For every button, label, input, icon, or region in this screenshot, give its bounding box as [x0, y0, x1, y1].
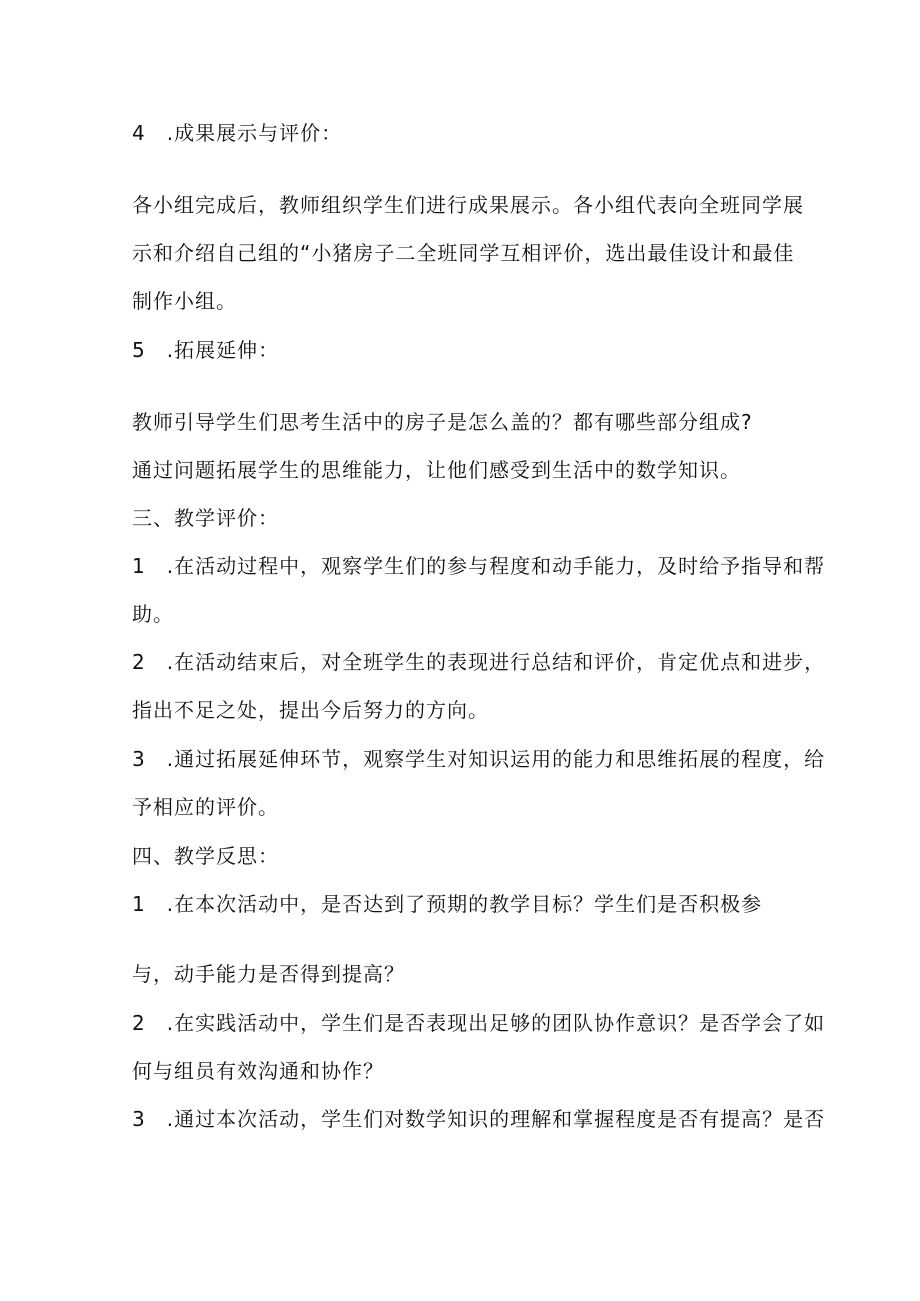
- section-heading-teaching-evaluation: 三、教学评价：: [132, 506, 279, 530]
- list-item-line: 指出不足之处，提出今后努力的方向。: [132, 698, 489, 722]
- list-item-line: 予相应的评价。: [132, 795, 279, 819]
- list-item-line: 何与组员有效沟通和协作？: [132, 1059, 384, 1083]
- list-item-line: 2 .在实践活动中，学生们是否表现出足够的团队协作意识？是否学会了如: [132, 1011, 826, 1035]
- list-item-line: 3 .通过本次活动，学生们对数学知识的理解和掌握程度是否有提高？是否: [132, 1107, 826, 1131]
- heading-5-extension: 5 .拓展延伸：: [132, 338, 280, 362]
- heading-4-result-display: 4 .成果展示与评价：: [132, 121, 343, 145]
- list-item-line: 助。: [132, 602, 174, 626]
- list-item-line: 与，动手能力是否得到提高？: [132, 962, 405, 986]
- section-heading-teaching-reflection: 四、教学反思：: [132, 844, 279, 868]
- paragraph-line: 示和介绍自己组的“小猪房子二全班同学互相评价，选出最佳设计和最佳: [132, 241, 795, 265]
- list-item-line: 3 .通过拓展延伸环节，观察学生对知识运用的能力和思维拓展的程度，给: [132, 747, 826, 771]
- paragraph-line: 各小组完成后，教师组织学生们进行成果展示。各小组代表向全班同学展: [132, 193, 804, 217]
- paragraph-line: 通过问题拓展学生的思维能力，让他们感受到生活中的数学知识。: [132, 458, 741, 482]
- list-item-line: 2 .在活动结束后，对全班学生的表现进行总结和评价，肯定优点和进步，: [132, 650, 826, 674]
- list-item-line: 1 .在活动过程中，观察学生们的参与程度和动手能力，及时给予指导和帮: [132, 554, 826, 578]
- paragraph-line: 制作小组。: [132, 289, 237, 313]
- paragraph-line: 教师引导学生们思考生活中的房子是怎么盖的？都有哪些部分组成?: [132, 410, 753, 434]
- list-item-line: 1 .在本次活动中，是否达到了预期的教学目标？学生们是否积极参: [132, 892, 763, 916]
